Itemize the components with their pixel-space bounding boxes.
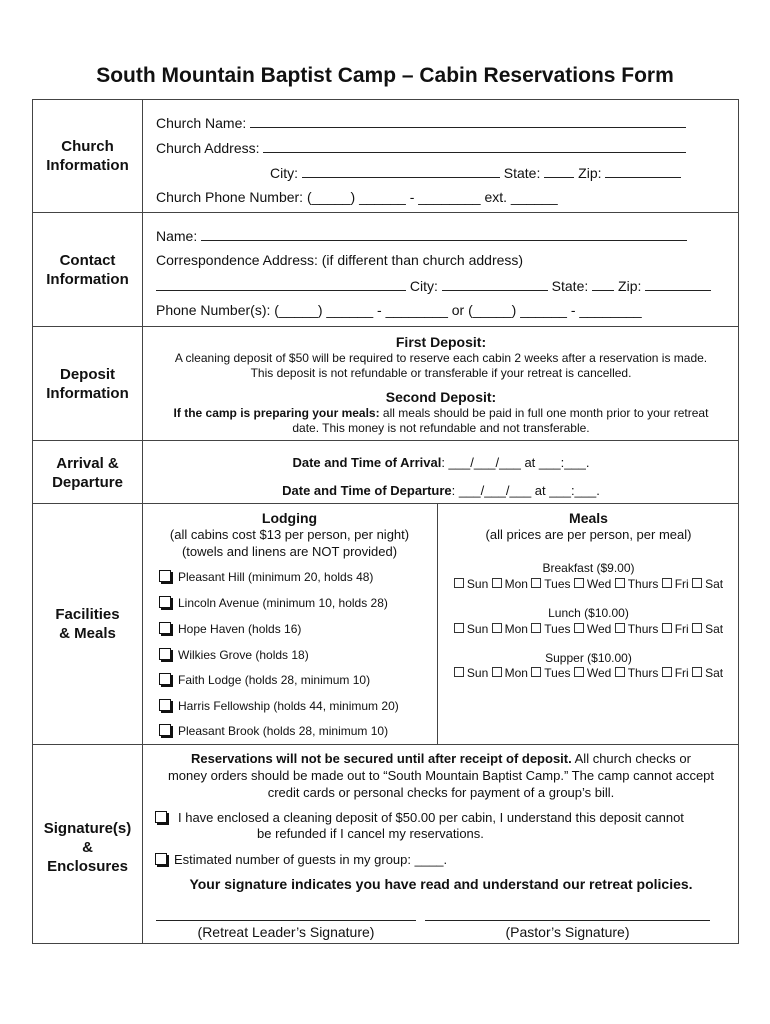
section-label-signature: Signature(s) & Enclosures [43,820,132,875]
departure-field[interactable]: Date and Time of Departure: ___/___/___ at ___:___. [282,483,600,498]
day-option[interactable]: Sun [454,622,488,636]
day-option[interactable]: Sun [454,666,488,680]
section-divider [33,440,738,441]
section-label-arrival: Arrival & Departure [52,455,123,491]
lodging-note: (all cabins cost $13 per person, per night) [169,527,410,542]
day-option[interactable]: Wed [574,666,611,680]
meals-heading: Meals [569,510,608,526]
lodging-heading: Lodging [261,510,318,526]
policy-statement: Your signature indicates you have read and understand our retreat policies. [189,876,693,892]
day-option[interactable]: Wed [574,622,611,636]
day-option[interactable]: Tues [531,622,570,636]
cabin-option[interactable]: Wilkies Grove (holds 18) [159,648,309,662]
section-label-church: Church Information [46,138,129,174]
day-option[interactable]: Mon [492,666,528,680]
pastor-signature-label: (Pastor’s Signature) [505,924,630,940]
second-deposit-text: date. This money is not refundable and not transferable. [292,421,590,435]
checkbox-icon [155,853,167,865]
checkbox-icon [159,570,171,582]
reservation-form [32,99,739,944]
meal-days [437,577,740,591]
day-option[interactable]: Thurs [615,666,659,680]
church-address-field[interactable]: Church Address: [156,139,686,156]
deposit-notice: credit cards or personal checks for payment of a group’s bill. [267,785,615,800]
leader-signature-label: (Retreat Leader’s Signature) [197,924,375,940]
checkbox-icon [159,724,171,736]
first-deposit-text: A cleaning deposit of $50 will be required to reserve each cabin 2 weeks after a reservation is made. [174,351,708,365]
section-divider [33,326,738,327]
checkbox-icon [159,622,171,634]
contact-phone-field[interactable]: Phone Number(s): (_____) ______ - ________ or (_____) ______ - ________ [156,302,642,318]
second-deposit-heading: Second Deposit: [385,389,497,405]
contact-address-label: Correspondence Address: (if different than church address) [156,252,524,268]
checkbox-icon [159,596,171,608]
checkbox-icon [159,673,171,685]
day-option[interactable]: Sat [692,622,723,636]
meal-name: Supper ($10.00) [545,651,632,665]
day-option[interactable]: Tues [531,666,570,680]
church-city-state-zip[interactable]: City: State: Zip: [270,164,681,181]
deposit-enclosed-checkbox[interactable]: I have enclosed a cleaning deposit of $50.00 per cabin, I understand this deposit cannot [155,810,684,825]
contact-address-field[interactable]: City: State: Zip: [156,277,711,294]
day-option[interactable]: Sat [692,666,723,680]
day-option[interactable]: Tues [531,577,570,591]
day-option[interactable]: Mon [492,577,528,591]
pastor-signature-line[interactable] [425,920,710,921]
cabin-option[interactable]: Lincoln Avenue (minimum 10, holds 28) [159,596,388,610]
cabin-option[interactable]: Pleasant Brook (holds 28, minimum 10) [159,724,388,738]
first-deposit-text: This deposit is not refundable or transferable if your retreat is cancelled. [250,366,632,380]
section-label-facilities: Facilities & Meals [55,606,120,642]
guest-count-checkbox[interactable]: Estimated number of guests in my group: ____. [155,852,447,867]
first-deposit-heading: First Deposit: [395,334,487,350]
arrival-field[interactable]: Date and Time of Arrival: ___/___/___ at ___:___. [292,455,590,470]
day-option[interactable]: Mon [492,622,528,636]
section-label-contact: Contact Information [46,252,129,288]
leader-signature-line[interactable] [156,920,416,921]
cabin-option[interactable]: Hope Haven (holds 16) [159,622,301,636]
section-divider [33,212,738,213]
day-option[interactable]: Sat [692,577,723,591]
section-divider [33,744,738,745]
section-label-deposit: Deposit Information [46,366,129,402]
day-option[interactable]: Thurs [615,577,659,591]
deposit-notice: Reservations will not be secured until after receipt of deposit. All church checks or [191,751,691,766]
meals-note: (all prices are per person, per meal) [485,527,692,542]
meal-days [437,666,740,680]
deposit-enclosed-text: be refunded if I cancel my reservations. [257,826,484,841]
deposit-notice: money orders should be made out to “South Mountain Baptist Camp.” The camp cannot accept [167,768,715,783]
checkbox-icon [159,648,171,660]
cabin-option[interactable]: Pleasant Hill (minimum 20, holds 48) [159,570,373,584]
day-option[interactable]: Fri [662,622,689,636]
lodging-note: (towels and linens are NOT provided) [181,544,398,559]
meal-days [437,622,740,636]
checkbox-icon [155,811,167,823]
checkbox-icon [159,699,171,711]
second-deposit-text: If the camp is preparing your meals: all meals should be paid in full one month prior to your retreat [173,406,709,420]
contact-name-field[interactable]: Name: [156,227,687,244]
section-divider [33,503,738,504]
cabin-option[interactable]: Faith Lodge (holds 28, minimum 10) [159,673,370,687]
church-name-field[interactable]: Church Name: [156,114,686,131]
day-option[interactable]: Fri [662,666,689,680]
cabin-option[interactable]: Harris Fellowship (holds 44, minimum 20) [159,699,399,713]
meal-name: Breakfast ($9.00) [542,561,635,575]
form-title: South Mountain Baptist Camp – Cabin Reservations Form [96,64,674,87]
day-option[interactable]: Fri [662,577,689,591]
day-option[interactable]: Thurs [615,622,659,636]
day-option[interactable]: Sun [454,577,488,591]
day-option[interactable]: Wed [574,577,611,591]
meal-name: Lunch ($10.00) [548,606,629,620]
church-phone-field[interactable]: Church Phone Number: (_____) ______ - ________ ext. ______ [156,189,558,205]
